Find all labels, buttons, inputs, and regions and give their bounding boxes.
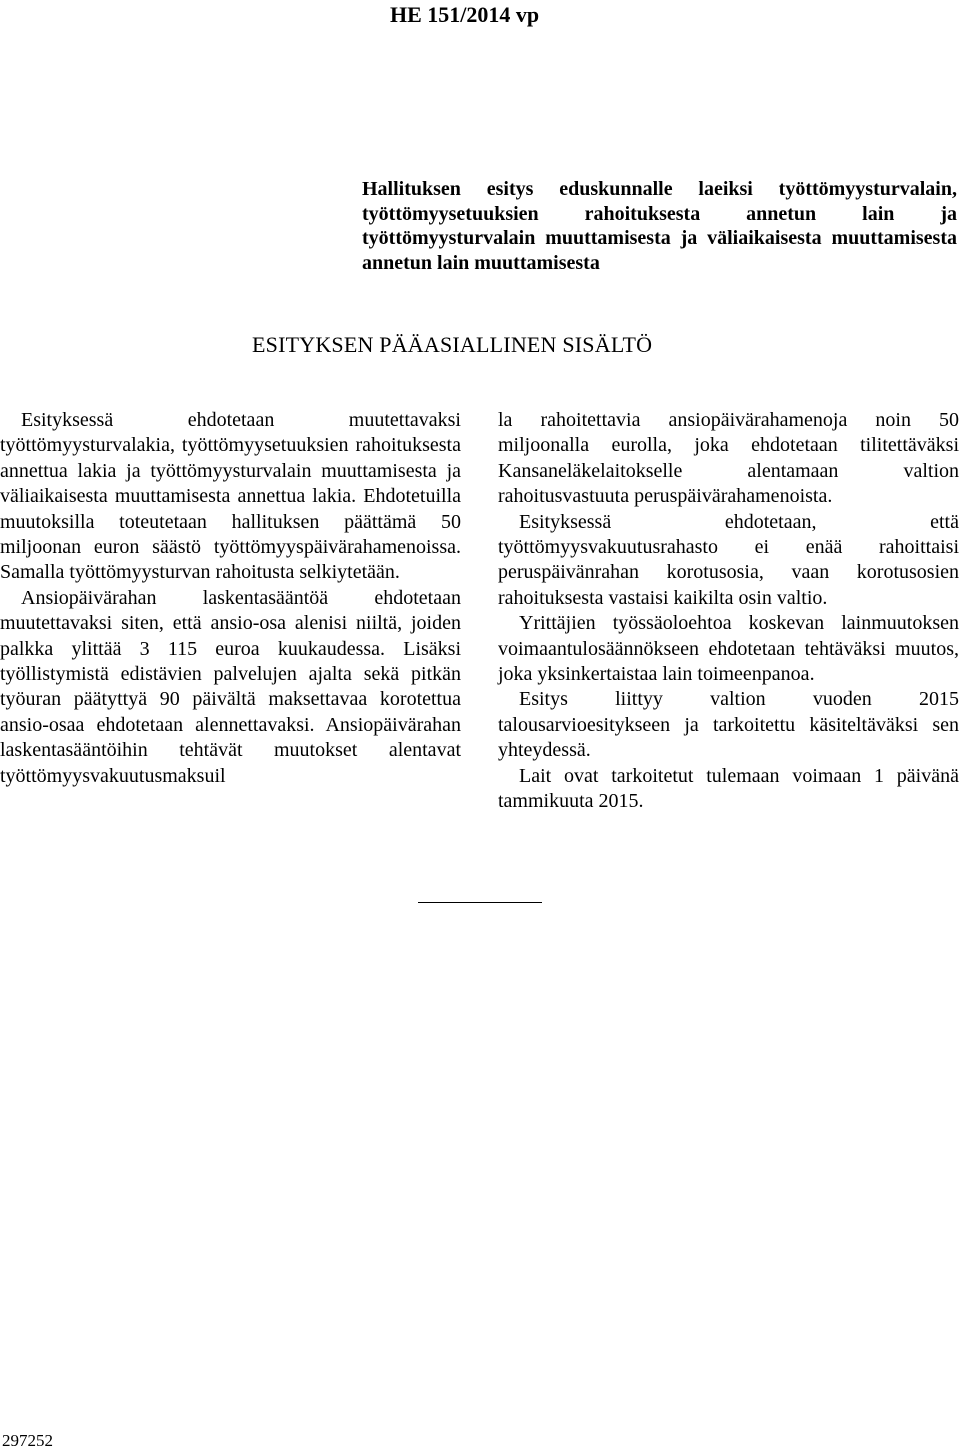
right-column [498, 408, 959, 815]
right-paragraph-4: Esitys liittyy valtion vuoden 2015 talousarvioesitykseen ja tarkoitettu käsiteltäväksi sen yhteydessä. [498, 688, 959, 762]
document-id: HE 151/2014 vp [390, 2, 540, 27]
right-paragraph-3: Yrittäjien työssäoloehtoa koskevan lainmuutoksen voimaantulosäännökseen ehdotetaan tehtäväksi muutos, joka yksinkertaistaa lain toimeenpanoa. [498, 612, 959, 686]
left-paragraph-1: Esityksessä ehdotetaan muutettavaksi työttömyysturvalakia, työttömyysetuuksien rahoituksesta annettua lakia ja työttömyysturvalain muuttamisesta ja väliaikaisesta muuttamisesta annettua lakia. Ehdotetuilla muutoksilla toteutetaan hallituksen päättämä 50 miljoonan euron säästö työttömyyspäivärahamenoissa. Samalla työttömyysturvan rahoitusta selkiytetään. [0, 409, 461, 584]
right-paragraph-2: Esityksessä ehdotetaan, että työttömyysvakuutusrahasto ei enää rahoittaisi peruspäivänrahan korotusosia, vaan korotusosien rahoituksesta vastaisi kaikilta osin valtio. [498, 510, 959, 609]
section-separator [418, 902, 542, 903]
page-code: 297252 [2, 1431, 53, 1450]
right-paragraph-5: Lait ovat tarkoitetut tulemaan voimaan 1 päivänä tammikuuta 2015. [498, 764, 959, 813]
document-title: Hallituksen esitys eduskunnalle laeiksi työttömyysturvalain, työttömyysetuuksien rahoituksesta annetun lain ja työttömyysturvalain muuttamisesta ja väliaikaisesta muuttamisesta annetun lain muuttamisesta [362, 178, 957, 274]
left-column [0, 408, 461, 789]
left-paragraph-2: Ansiopäivärahan laskentasääntöä ehdotetaan muutettavaksi siten, että ansio-osa alenisi niiltä, joiden palkka ylittää 3 115 euroa kuukaudessa. Lisäksi työllistymistä edistävien palvelujen ajalta sekä pitkän työuran päätyttyä 90 päivältä maksettavaa korotettua ansio-osaa ehdotetaan alennettavaksi. Ansiopäivärahan laskentasääntöihin tehtävät muutokset alentavat työttömyysvakuutusmaksuil [0, 586, 461, 787]
right-paragraph-1: la rahoitettavia ansiopäivärahamenoja noin 50 miljoonalla eurolla, joka ehdotetaan tilitettäväksi Kansaneläkelaitokselle alentamaan valtion rahoitusvastuuta peruspäivärahamenoista. [498, 409, 959, 508]
section-heading: ESITYKSEN PÄÄASIALLINEN SISÄLTÖ [252, 332, 653, 357]
